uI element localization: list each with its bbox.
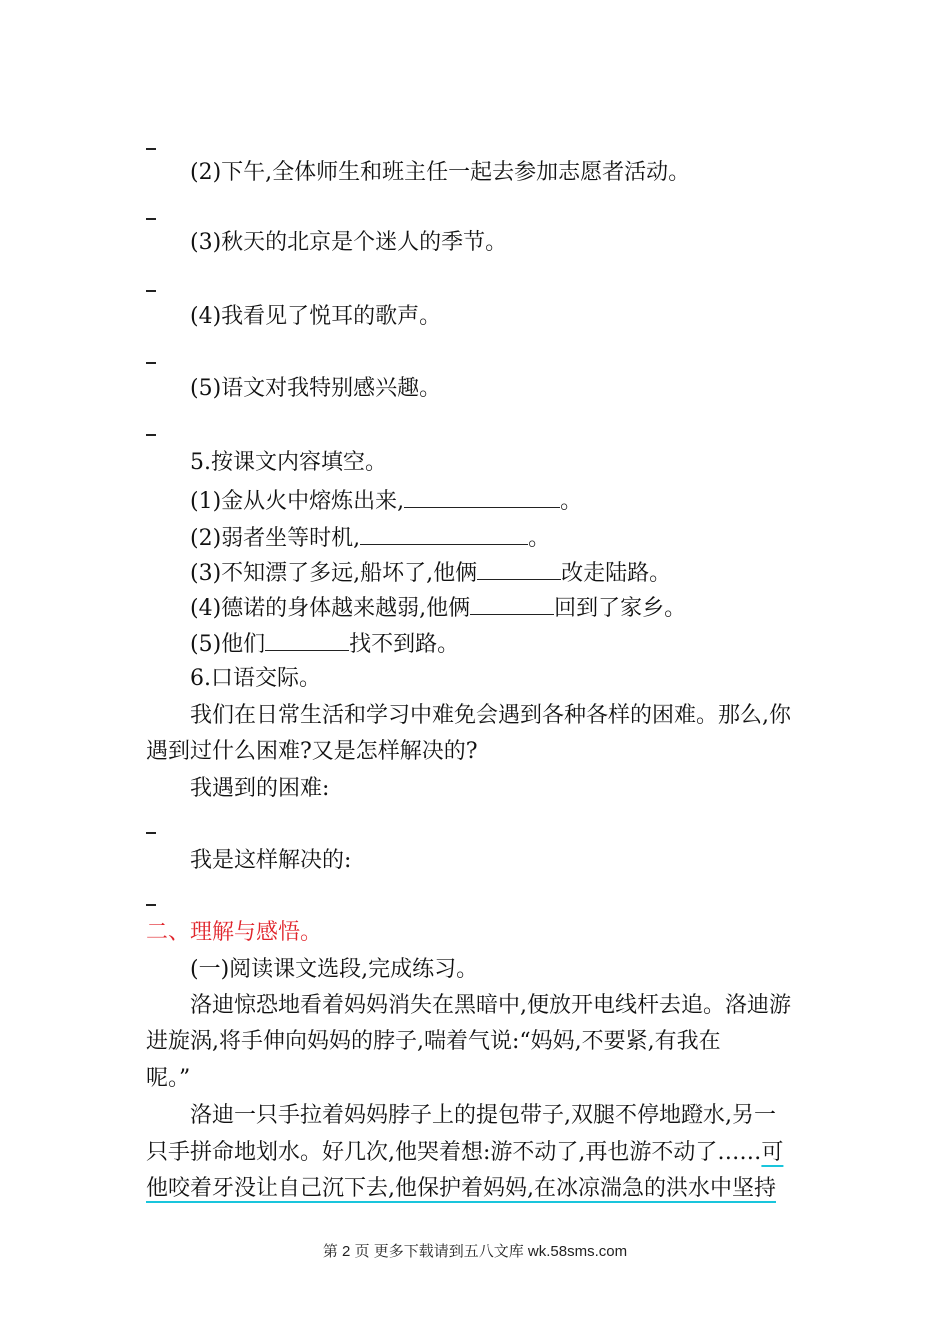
passage-line: 呢。”	[146, 1066, 191, 1091]
passage-line: 洛迪惊恐地看着妈妈消失在黑暗中,便放开电线杆去追。洛迪游	[190, 993, 791, 1018]
passage-line: 洛迪一只手拉着妈妈脖子上的提包带子,双腿不停地蹬水,另一	[190, 1103, 776, 1128]
fill-item	[190, 628, 459, 660]
fill-item-text: (3)不知漂了多远,船坏了,他俩	[190, 561, 478, 586]
difficulty-label: 我遇到的困难:	[190, 776, 330, 801]
fill-blank[interactable]	[360, 522, 528, 545]
exercise6-prompt: 我们在日常生活和学习中难免会遇到各种各样的困难。那么,你	[190, 703, 791, 728]
solution-label: 我是这样解决的:	[190, 848, 352, 873]
answer-dash	[146, 904, 156, 906]
reading-title: (一)阅读课文选段,完成练习。	[190, 957, 479, 982]
fill-item-text: (4)德诺的身体越来越弱,他俩	[190, 596, 471, 621]
section-heading: 二、理解与感悟。	[146, 920, 323, 945]
answer-dash	[146, 362, 156, 364]
fill-item	[190, 557, 671, 589]
fill-item-text: (2)弱者坐等时机,	[190, 526, 361, 551]
fill-item-text: 。	[528, 526, 551, 551]
fill-item	[190, 485, 582, 517]
fill-item-text: (5)他们	[190, 632, 266, 657]
exercise4-item: (2)下午,全体师生和班主任一起去参加志愿者活动。	[190, 160, 691, 185]
underlined-text: 可	[761, 1140, 784, 1165]
exercise4-item: (4)我看见了悦耳的歌声。	[190, 304, 442, 329]
exercise4-item: (3)秋天的北京是个迷人的季节。	[190, 230, 508, 255]
underlined-passage-line: 他咬着牙没让自己沉下去,他保护着妈妈,在冰凉湍急的洪水中坚持	[146, 1176, 776, 1201]
exercise6-title: 6.口语交际。	[190, 666, 321, 691]
exercise6-prompt: 遇到过什么困难?又是怎样解决的?	[146, 739, 478, 764]
answer-dash	[146, 148, 156, 150]
passage-line	[146, 1138, 783, 1168]
fill-item	[190, 522, 550, 554]
fill-item-text: 回到了家乡。	[554, 596, 687, 621]
fill-item-text: 找不到路。	[349, 632, 460, 657]
answer-dash	[146, 290, 156, 292]
answer-dash	[146, 434, 156, 436]
fill-blank[interactable]	[470, 592, 554, 615]
fill-item-text: 改走陆路。	[561, 561, 672, 586]
fill-blank[interactable]	[404, 485, 560, 508]
fill-item	[190, 592, 686, 624]
fill-blank[interactable]	[477, 557, 561, 580]
fill-blank[interactable]	[265, 628, 349, 651]
page-footer: 第 2 页 更多下载请到五八文库 wk.58sms.com	[322, 1243, 628, 1260]
exercise4-item: (5)语文对我特别感兴趣。	[190, 376, 442, 401]
fill-item-text: 。	[560, 489, 583, 514]
fill-item-text: (1)金从火中熔炼出来,	[190, 489, 405, 514]
answer-dash	[146, 218, 156, 220]
passage-line: 进旋涡,将手伸向妈妈的脖子,喘着气说:“妈妈,不要紧,有我在	[146, 1029, 721, 1054]
answer-dash	[146, 832, 156, 834]
exercise5-title: 5.按课文内容填空。	[190, 450, 387, 475]
passage-text: 只手拼命地划水。好几次,他哭着想:游不动了,再也游不动了……	[146, 1140, 762, 1165]
